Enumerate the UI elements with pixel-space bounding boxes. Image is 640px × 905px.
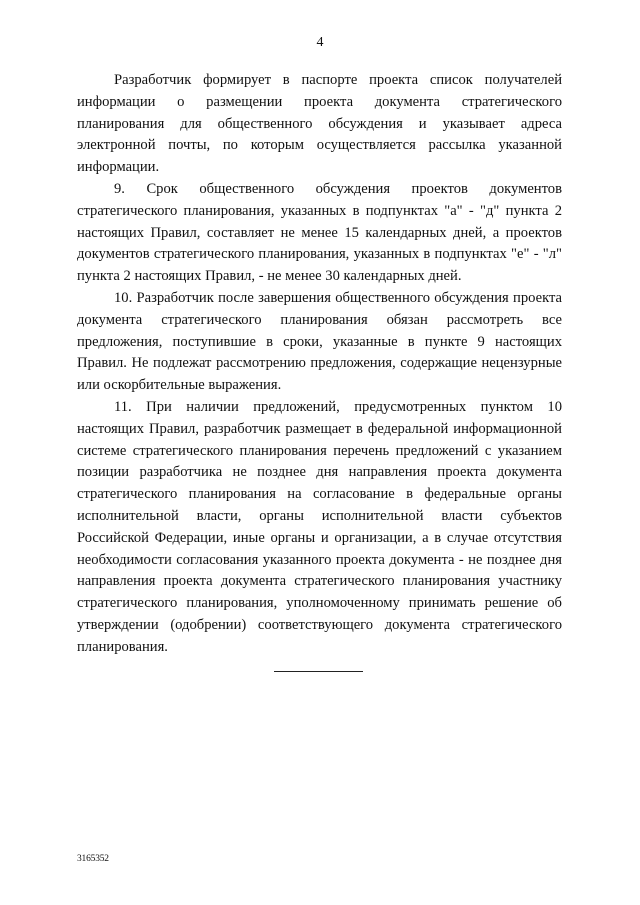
page-number: 4 (316, 35, 324, 50)
document-code: 3165352 (77, 854, 109, 864)
paragraph-item-9: 9. Срок общественного обсуждения проектов документов стратегического планирования, указанных в подпунктах "а" - "д" пункта 2 настоящих Правил, составляет не менее 15 календарных дней, а проектов документов стратегического планирования, указанных в подпунктах "е" - "л" пункта 2 настоящих Правил, - не менее 30 календарных дней. (77, 180, 562, 285)
paragraph-item-10: 10. Разработчик после завершения общественного обсуждения проекта документа стратегического планирования обязан рассмотреть все предложения, поступившие в сроки, указанные в пункте 9 настоящих Правил. Не подлежат рассмотрению предложения, содержащие нецензурные или оскорбительные выражения. (77, 289, 562, 394)
paragraph-item-11: 11. При наличии предложений, предусмотренных пунктом 10 настоящих Правил, разработчик размещает в федеральной информационной системе стратегического планирования перечень предложений с указанием позиции разработчика не позднее дня направления проекта документа стратегического планирования на согласование в федеральные органы исполнительной власти, органы исполнительной власти субъектов Российской Федерации, иные органы и организации, а в случае отсутствия необходимости согласования указанного проекта документа - не позднее дня направления проекта документа стратегического планирования участнику стратегического планирования, уполномоченному принимать решение об утверждении (одобрении) соответствующего документа стратегического планирования. (77, 398, 562, 655)
end-of-text-divider (274, 671, 363, 672)
document-body (77, 70, 562, 659)
paragraph-recipients-list: Разработчик формирует в паспорте проекта список получателей информации о размещении проекта документа стратегического планирования для общественного обсуждения и указывает адреса электронной почты, по которым осуществляется рассылка указанной информации. (77, 72, 562, 176)
